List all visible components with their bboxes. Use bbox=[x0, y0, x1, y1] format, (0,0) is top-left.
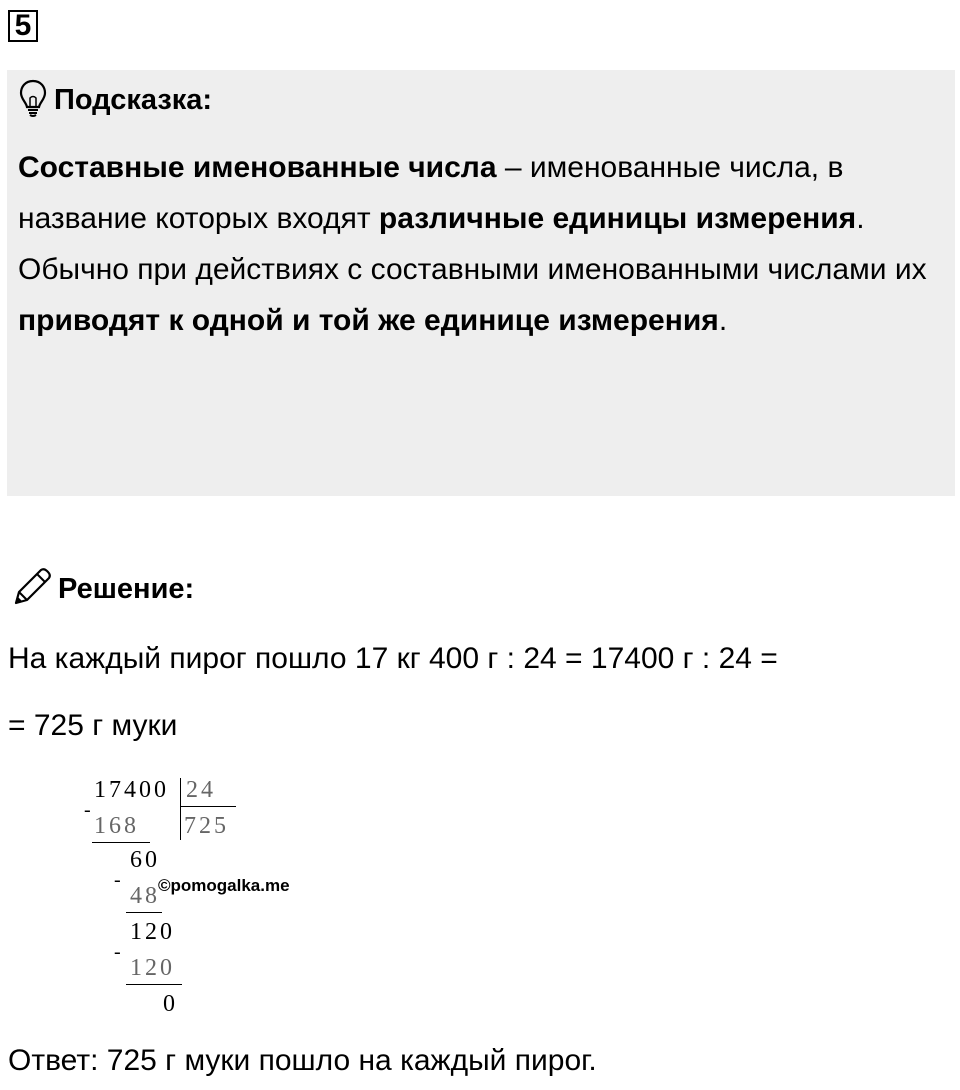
hint-title: Подсказка: bbox=[54, 83, 213, 116]
rule-emphasis: приводят к одной и той же единице измерения bbox=[18, 304, 719, 337]
dividend: 17400 bbox=[94, 777, 169, 803]
divisor: 24 bbox=[186, 777, 216, 803]
lightbulb-icon bbox=[18, 78, 48, 123]
period: . bbox=[718, 304, 728, 337]
period: . bbox=[856, 202, 865, 235]
solution-line-2: = 725 г муки bbox=[8, 709, 178, 742]
term-composite-numbers: Составные именованные числа bbox=[18, 151, 497, 184]
hint-paragraph-definition bbox=[18, 142, 928, 244]
divisor-underline bbox=[180, 806, 236, 807]
task-number: 5 bbox=[8, 10, 38, 42]
hint-header bbox=[18, 78, 212, 122]
rule-text: Обычно при действиях с составными именованными числами их bbox=[18, 253, 927, 286]
hint-paragraph-rule bbox=[18, 244, 928, 346]
step3-subtrahend: 120 bbox=[130, 955, 175, 981]
solution-line-1: На каждый пирог пошло 17 кг 400 г : 24 = 17400 г : 24 = bbox=[8, 642, 778, 675]
step1-line bbox=[92, 842, 150, 843]
step2-subtrahend: 48 bbox=[130, 883, 160, 909]
pencil-icon bbox=[10, 565, 54, 614]
step2-remainder: 60 bbox=[130, 847, 160, 873]
hint-body bbox=[18, 142, 928, 346]
final-remainder: 0 bbox=[163, 991, 178, 1017]
solution-title: Решение: bbox=[58, 572, 195, 605]
minus-sign: - bbox=[114, 941, 121, 963]
solution-header bbox=[10, 566, 194, 612]
answer-line: Ответ: 725 г муки пошло на каждый пирог. bbox=[8, 1044, 597, 1077]
definition-text: – именованные числа, в название которых входят bbox=[18, 151, 844, 235]
quotient: 725 bbox=[184, 813, 229, 839]
division-vertical-line bbox=[180, 778, 181, 840]
minus-sign: - bbox=[114, 869, 121, 891]
step3-remainder: 120 bbox=[130, 919, 175, 945]
step3-line bbox=[126, 984, 182, 985]
minus-sign: - bbox=[84, 799, 91, 821]
term-units: различные единицы измерения bbox=[378, 202, 857, 235]
watermark: ©pomogalka.me bbox=[158, 876, 290, 895]
step1-subtrahend: 168 bbox=[94, 813, 139, 839]
step2-line bbox=[126, 912, 162, 913]
